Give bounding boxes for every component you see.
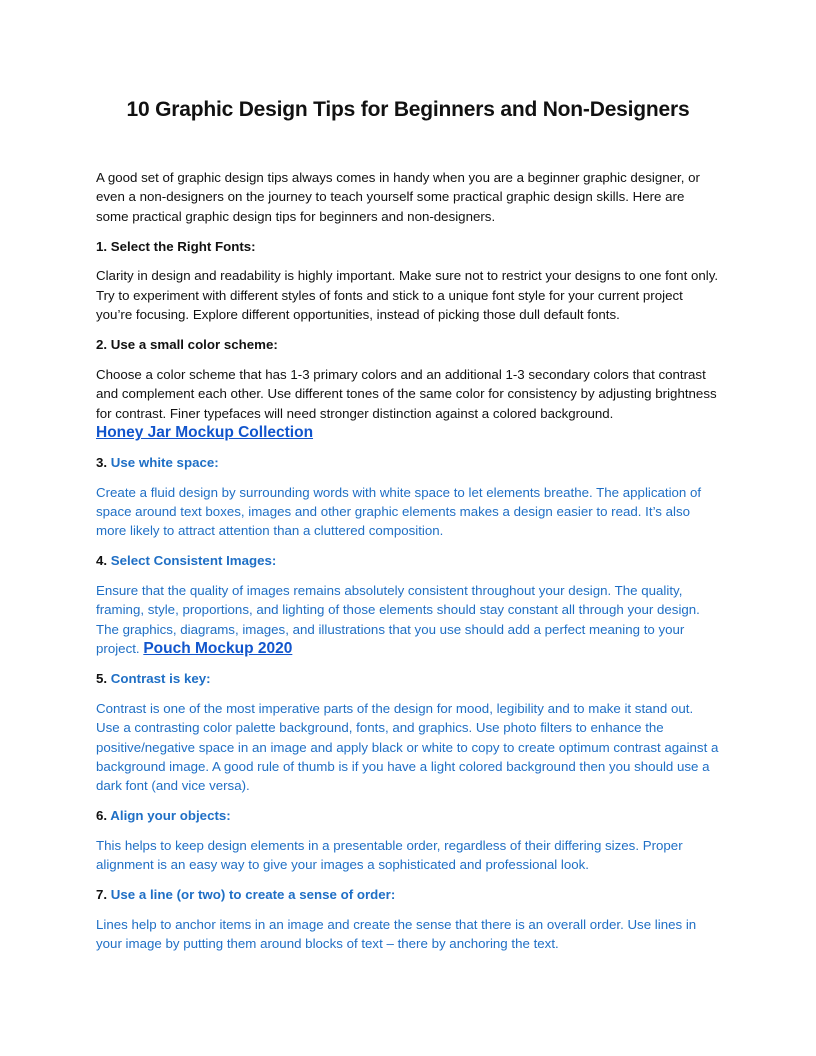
page-title: 10 Graphic Design Tips for Beginners and Non-Designers — [126, 98, 690, 121]
tip-6-title: Align your objects: — [110, 808, 231, 824]
tip-5-title: Contrast is key: — [110, 671, 211, 687]
tip-4-body-block — [96, 581, 720, 659]
intro-paragraph: A good set of graphic design tips always comes in handy when you are a beginner graphic designer, or even a non-designers on the journey to teach yourself some practical graphic design skills. Here are some practical graphic design tips for beginners and non-designers. — [96, 170, 700, 224]
tip-3-number: 3. — [96, 454, 108, 470]
tip-1-body: Clarity in design and readability is highly important. Make sure not to restrict your designs to one font only. Try to experiment with different styles of fonts and stick to a unique font style for your current project you’re focusing. Explore different opportunities, instead of picking those dull default fonts. — [96, 268, 719, 323]
tip-1-number: 1. — [96, 238, 108, 254]
tip-3-title: Use white space: — [110, 454, 219, 470]
tip-7-heading — [96, 885, 720, 904]
tip-3-heading — [96, 453, 720, 472]
tip-6-number: 6. — [96, 808, 108, 824]
tip-7-title: Use a line (or two) to create a sense of order: — [110, 887, 396, 903]
tip-2-heading — [96, 335, 720, 354]
tip-4-heading — [96, 551, 720, 570]
honey-jar-mockup-link[interactable]: Honey Jar Mockup Collection — [96, 424, 314, 442]
tip-7-body: Lines help to anchor items in an image and create the sense that there is an overall order. Use lines in your image by putting them around blocks of text – there by anchoring the text. — [96, 917, 697, 952]
tip-4-title: Select Consistent Images: — [110, 553, 277, 569]
tip-3-body: Create a fluid design by surrounding words with white space to let elements breathe. The application of space around text boxes, images and other graphic elements makes a design easier to read. It’s also more likely to attract attention than a cluttered composition. — [96, 484, 702, 539]
tip-6-body: This helps to keep design elements in a presentable order, regardless of their differing sizes. Proper alignment is an easy way to give your images a sophisticated and professional look. — [96, 838, 683, 873]
tip-2-body-block — [96, 365, 720, 443]
tip-1-title: Select the Right Fonts: — [110, 238, 256, 254]
tip-1-heading — [96, 237, 720, 256]
tip-4-body: Ensure that the quality of images remains absolutely consistent throughout your design. The quality, framing, style, proportions, and lighting of those elements should stay constant all through your design. The graphics, diagrams, images, and illustrations that you use should add a perfect meaning to your project. — [96, 583, 700, 657]
tip-5-body: Contrast is one of the most imperative parts of the design for mood, legibility and to make it stand out. Use a contrasting color palette background, fonts, and graphics. Use photo filters to enhance the positive/negative space in an image and apply black or white to copy to create optimum contrast against a background image. A good rule of thumb is if you have a light colored background then you should use a dark font (and vice versa). — [96, 700, 719, 794]
tip-7-number: 7. — [96, 887, 108, 903]
tip-2-body: Choose a color scheme that has 1-3 primary colors and an additional 1-3 secondary colors that contrast and complement each other. Use different tones of the same color for consistency by adjusting brightness for contrast. Finer typefaces will need stronger distinction against a colored background. — [96, 366, 717, 421]
tip-2-title: Use a small color scheme: — [110, 337, 278, 353]
tip-5-number: 5. — [96, 671, 108, 687]
tip-6-heading — [96, 806, 720, 825]
pouch-mockup-link[interactable]: Pouch Mockup 2020 — [143, 640, 293, 658]
tip-5-heading — [96, 669, 720, 688]
tip-2-number: 2. — [96, 337, 108, 353]
tip-4-number: 4. — [96, 553, 108, 569]
document-body — [96, 168, 720, 964]
